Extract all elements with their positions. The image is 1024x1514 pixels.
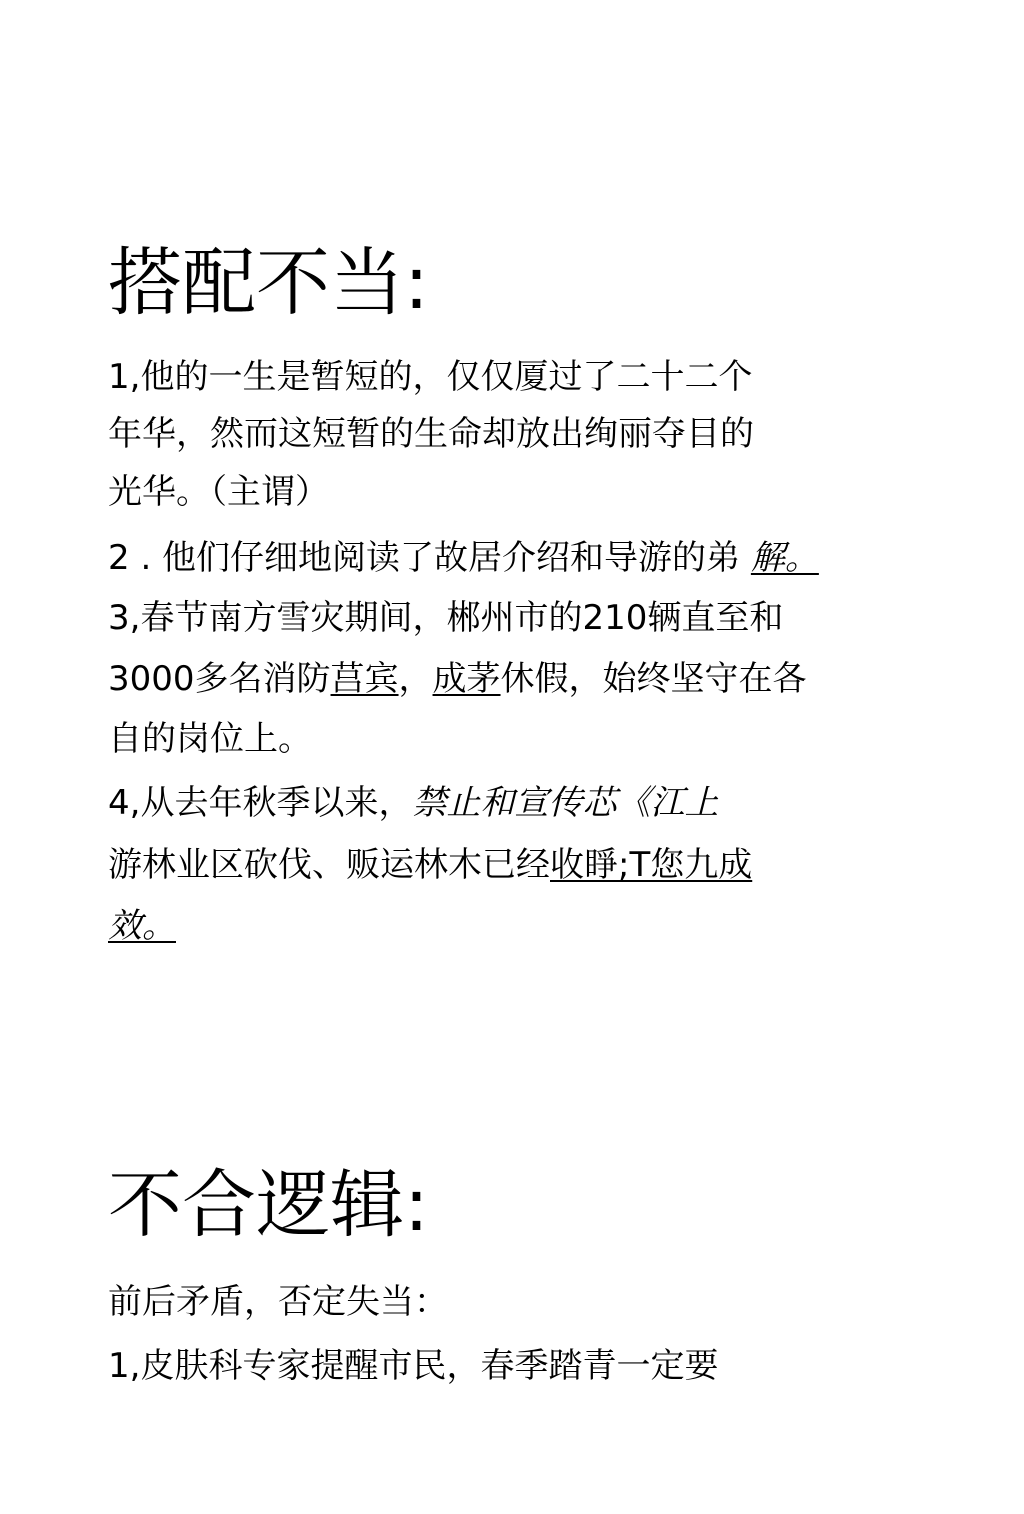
section2-subtitle: 前后矛盾，否定失当： [108, 1282, 448, 1322]
item1-line2: 年华，然而这短暂的生命却放出绚丽夺目的 [108, 414, 754, 454]
item3-text-pre: 3000多名消防 [108, 659, 331, 699]
item3-line1: 3,春节南方雪灾期间，郴州市的210辆直至和 [108, 598, 784, 638]
item3-line3: 自的岗位上。 [108, 719, 312, 759]
item2-marked-text: 解。 [750, 538, 819, 578]
item4-line3 [108, 904, 176, 948]
item4-line2 [108, 843, 752, 887]
item4-italic-text: 禁止和宣传芯《江上 [412, 783, 719, 823]
item2-text: 2 . 他们仔细地阅读了故居介绍和导游的弟 [108, 538, 741, 578]
item4-text-pre: 4,从去年秋季以来， [108, 783, 413, 823]
section-title-mismatch: 搭配不当: [108, 240, 429, 326]
item4-marked-text: 收睜;T您九成 [550, 845, 753, 885]
item4-text-line2: 游林业区砍伐、贩运林木已经 [108, 845, 550, 885]
item1-line3: 光华。（主谓） [108, 472, 329, 512]
item3-marked-text-2: 成茅 [432, 659, 501, 699]
item3-line2 [108, 657, 807, 701]
item3-marked-text-1: 莒宾 [330, 659, 399, 699]
item1-line1: 1,他的一生是暂短的，仅仅厦过了二十二个 [108, 357, 753, 397]
section-title-illogical: 不合逻辑: [108, 1162, 429, 1248]
item3-text-mid: ， [398, 659, 433, 699]
item2-line1 [108, 536, 819, 580]
item4-line1 [108, 781, 718, 825]
section2-item1-line1: 1,皮肤科专家提醒市民，春季踏青一定要 [108, 1346, 719, 1386]
item4-marked-text-end: 效。 [108, 906, 176, 946]
item3-text-post: 休假，始终坚守在各 [500, 659, 807, 699]
